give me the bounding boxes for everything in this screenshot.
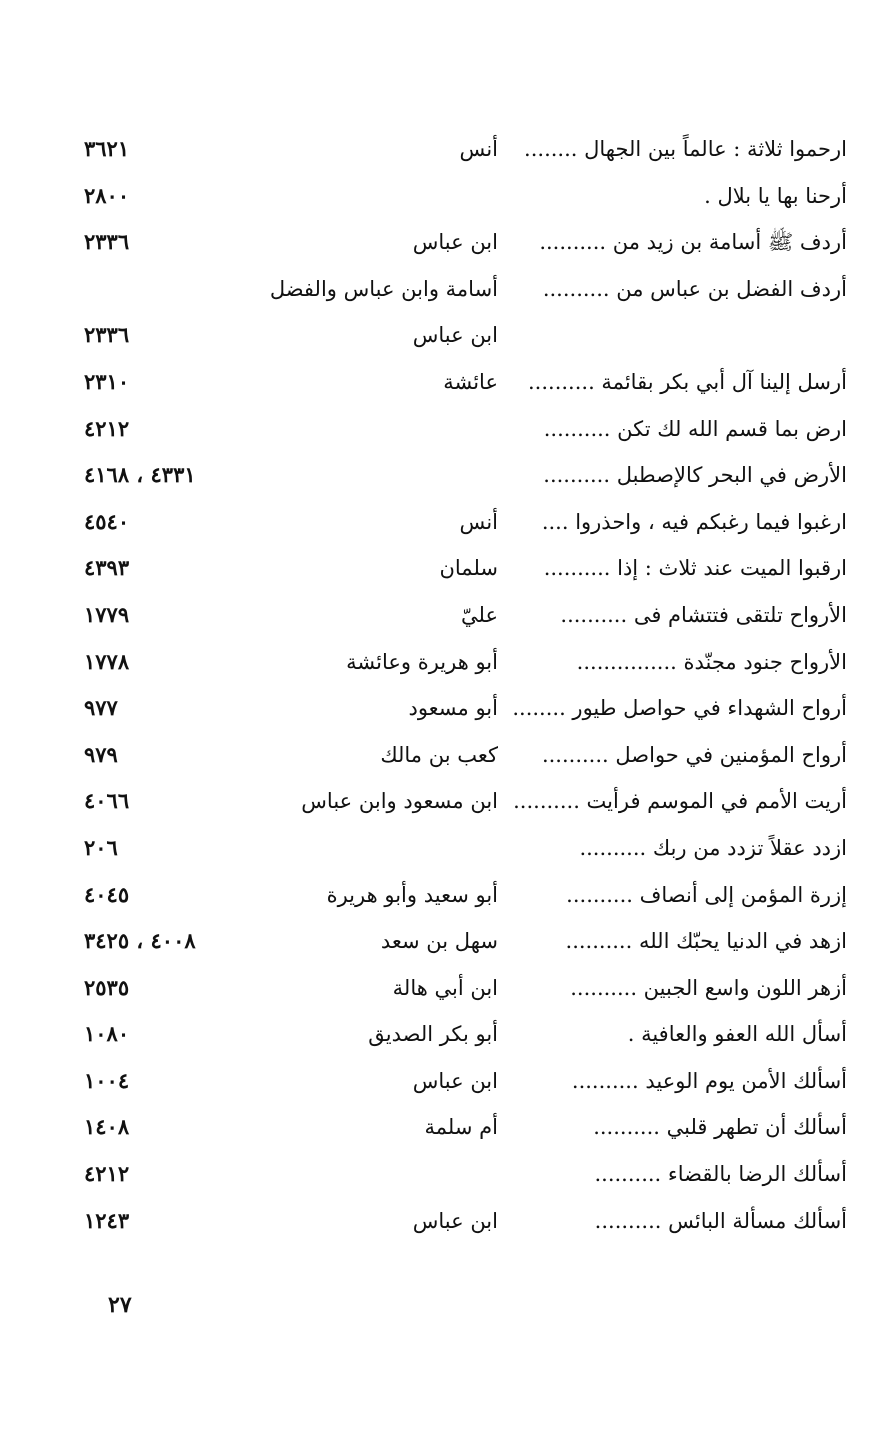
- index-entry: [0, 499, 891, 546]
- hadith-text: ازدد عقلاً تزدد من ربك ..........: [579, 835, 847, 860]
- reference-numbers: ١٧٧٨: [84, 648, 130, 674]
- reference-numbers: ٣٦٢١: [84, 136, 130, 161]
- reference-numbers: ١٤٠٨: [84, 1114, 130, 1140]
- reference-numbers: ٩٧٧: [84, 695, 118, 721]
- index-entry: [0, 1011, 891, 1058]
- hadith-text: إزرة المؤمن إلى أنصاف ..........: [566, 882, 847, 907]
- index-entry: [0, 1151, 891, 1198]
- index-entry: [0, 965, 891, 1012]
- hadith-text: أرواح الشهداء في حواصل طيور ........: [512, 696, 847, 721]
- hadith-index-list: [0, 126, 891, 1244]
- hadith-text: ارحموا ثلاثة : عالماً بين الجهال ........: [524, 137, 847, 161]
- narrator-name: ابن أبي هالة: [392, 975, 498, 1000]
- narrator-name: أبو هريرة وعائشة: [346, 649, 498, 674]
- page-number: ٢٧: [108, 1292, 132, 1318]
- reference-numbers: ٤٣٩٣: [84, 555, 130, 581]
- reference-numbers: ٤٥٤٠: [84, 508, 130, 534]
- reference-numbers: ١٠٠٤: [84, 1067, 130, 1093]
- reference-numbers: ٤٣٣١ ، ٤١٦٨: [84, 462, 196, 488]
- narrator-name: ابن مسعود وابن عباس: [301, 789, 498, 814]
- index-entry: [0, 872, 891, 919]
- hadith-text: أسألك الرضا بالقضاء ..........: [594, 1162, 847, 1187]
- narrator-name: أسامة وابن عباس والفضل: [269, 276, 498, 301]
- hadith-text: أسأل الله العفو والعافية .: [627, 1022, 847, 1047]
- narrator-name: أبو بكر الصديق: [368, 1022, 498, 1047]
- narrator-name: أنس: [459, 509, 498, 534]
- narrator-name: ابن عباس: [412, 323, 498, 348]
- reference-numbers: ٤٢١٢: [84, 1161, 130, 1187]
- index-entry: [0, 312, 891, 359]
- reference-numbers: ٤٠٤٥: [84, 881, 130, 907]
- index-entry: [0, 126, 891, 173]
- narrator-name: كعب بن مالك: [380, 742, 498, 767]
- reference-numbers: ١٧٧٩: [84, 601, 130, 627]
- hadith-text: ارقبوا الميت عند ثلاث : إذا ..........: [543, 556, 847, 581]
- hadith-text: الأرض في البحر كالإصطبل ..........: [543, 463, 847, 488]
- hadith-text: ازهد في الدنيا يحبّك الله ..........: [565, 929, 847, 954]
- index-entry: [0, 173, 891, 220]
- index-entry: [0, 1198, 891, 1245]
- index-entry: [0, 1058, 891, 1105]
- hadith-text: أرسل إلينا آل أبي بكر بقائمة ..........: [528, 369, 847, 394]
- index-entry: [0, 406, 891, 453]
- narrator-name: ابن عباس: [412, 1208, 498, 1233]
- narrator-name: ابن عباس: [412, 230, 498, 255]
- hadith-text: ارض بما قسم الله لك تكن ..........: [543, 416, 847, 441]
- narrator-name: أم سلمة: [424, 1115, 498, 1140]
- hadith-text: أريت الأمم في الموسم فرأيت ..........: [513, 789, 847, 814]
- narrator-name: أبو سعيد وأبو هريرة: [326, 882, 498, 907]
- index-entry: [0, 592, 891, 639]
- hadith-text: أردف ﷺ أسامة بن زيد من ..........: [539, 230, 847, 255]
- index-entry: [0, 266, 891, 313]
- index-entry: [0, 918, 891, 965]
- reference-numbers: ٤٢١٢: [84, 415, 130, 441]
- reference-numbers: ١٠٨٠: [84, 1021, 130, 1047]
- narrator-name: أنس: [459, 137, 498, 161]
- hadith-text: أرواح المؤمنين في حواصل ..........: [541, 742, 847, 767]
- reference-numbers: ١٢٤٣: [84, 1207, 130, 1233]
- reference-numbers: ٢٣٣٦: [84, 229, 130, 255]
- narrator-name: سهل بن سعد: [380, 929, 498, 954]
- index-entry: [0, 545, 891, 592]
- hadith-text: أرحنا بها يا بلال .: [704, 183, 847, 208]
- narrator-name: ابن عباس: [412, 1068, 498, 1093]
- narrator-name: عليّ: [461, 602, 498, 627]
- index-entry: [0, 732, 891, 779]
- hadith-text: أزهر اللون واسع الجبين ..........: [570, 975, 847, 1000]
- reference-numbers: ٤٠٠٨ ، ٣٤٢٥: [84, 928, 196, 954]
- narrator-name: أبو مسعود: [408, 696, 498, 721]
- index-entry: [0, 452, 891, 499]
- hadith-text: أسألك مسألة البائس ..........: [594, 1208, 847, 1233]
- reference-numbers: ٢٠٦: [84, 834, 118, 860]
- index-entry: [0, 825, 891, 872]
- hadith-text: ارغبوا فيما رغبكم فيه ، واحذروا ....: [541, 509, 847, 534]
- reference-numbers: ٢٣١٠: [84, 368, 130, 394]
- index-entry: [0, 219, 891, 266]
- hadith-text: أسألك الأمن يوم الوعيد ..........: [571, 1068, 847, 1093]
- narrator-name: عائشة: [443, 369, 498, 394]
- index-entry: [0, 685, 891, 732]
- hadith-text: أردف الفضل بن عباس من ..........: [542, 276, 847, 301]
- index-entry: [0, 1104, 891, 1151]
- index-entry: [0, 778, 891, 825]
- reference-numbers: ٢٨٠٠: [84, 182, 130, 208]
- reference-numbers: ٢٥٣٥: [84, 974, 130, 1000]
- hadith-text: الأرواح جنود مجنّدة ...............: [576, 649, 847, 674]
- hadith-text: أسألك أن تطهر قلبي ..........: [593, 1115, 847, 1140]
- hadith-text: الأرواح تلتقى فتتشام فى ..........: [560, 602, 847, 627]
- index-entry: [0, 359, 891, 406]
- reference-numbers: ٤٠٦٦: [84, 788, 130, 814]
- reference-numbers: ٢٣٣٦: [84, 322, 130, 348]
- index-entry: [0, 639, 891, 686]
- reference-numbers: ٩٧٩: [84, 741, 118, 767]
- narrator-name: سلمان: [439, 556, 498, 581]
